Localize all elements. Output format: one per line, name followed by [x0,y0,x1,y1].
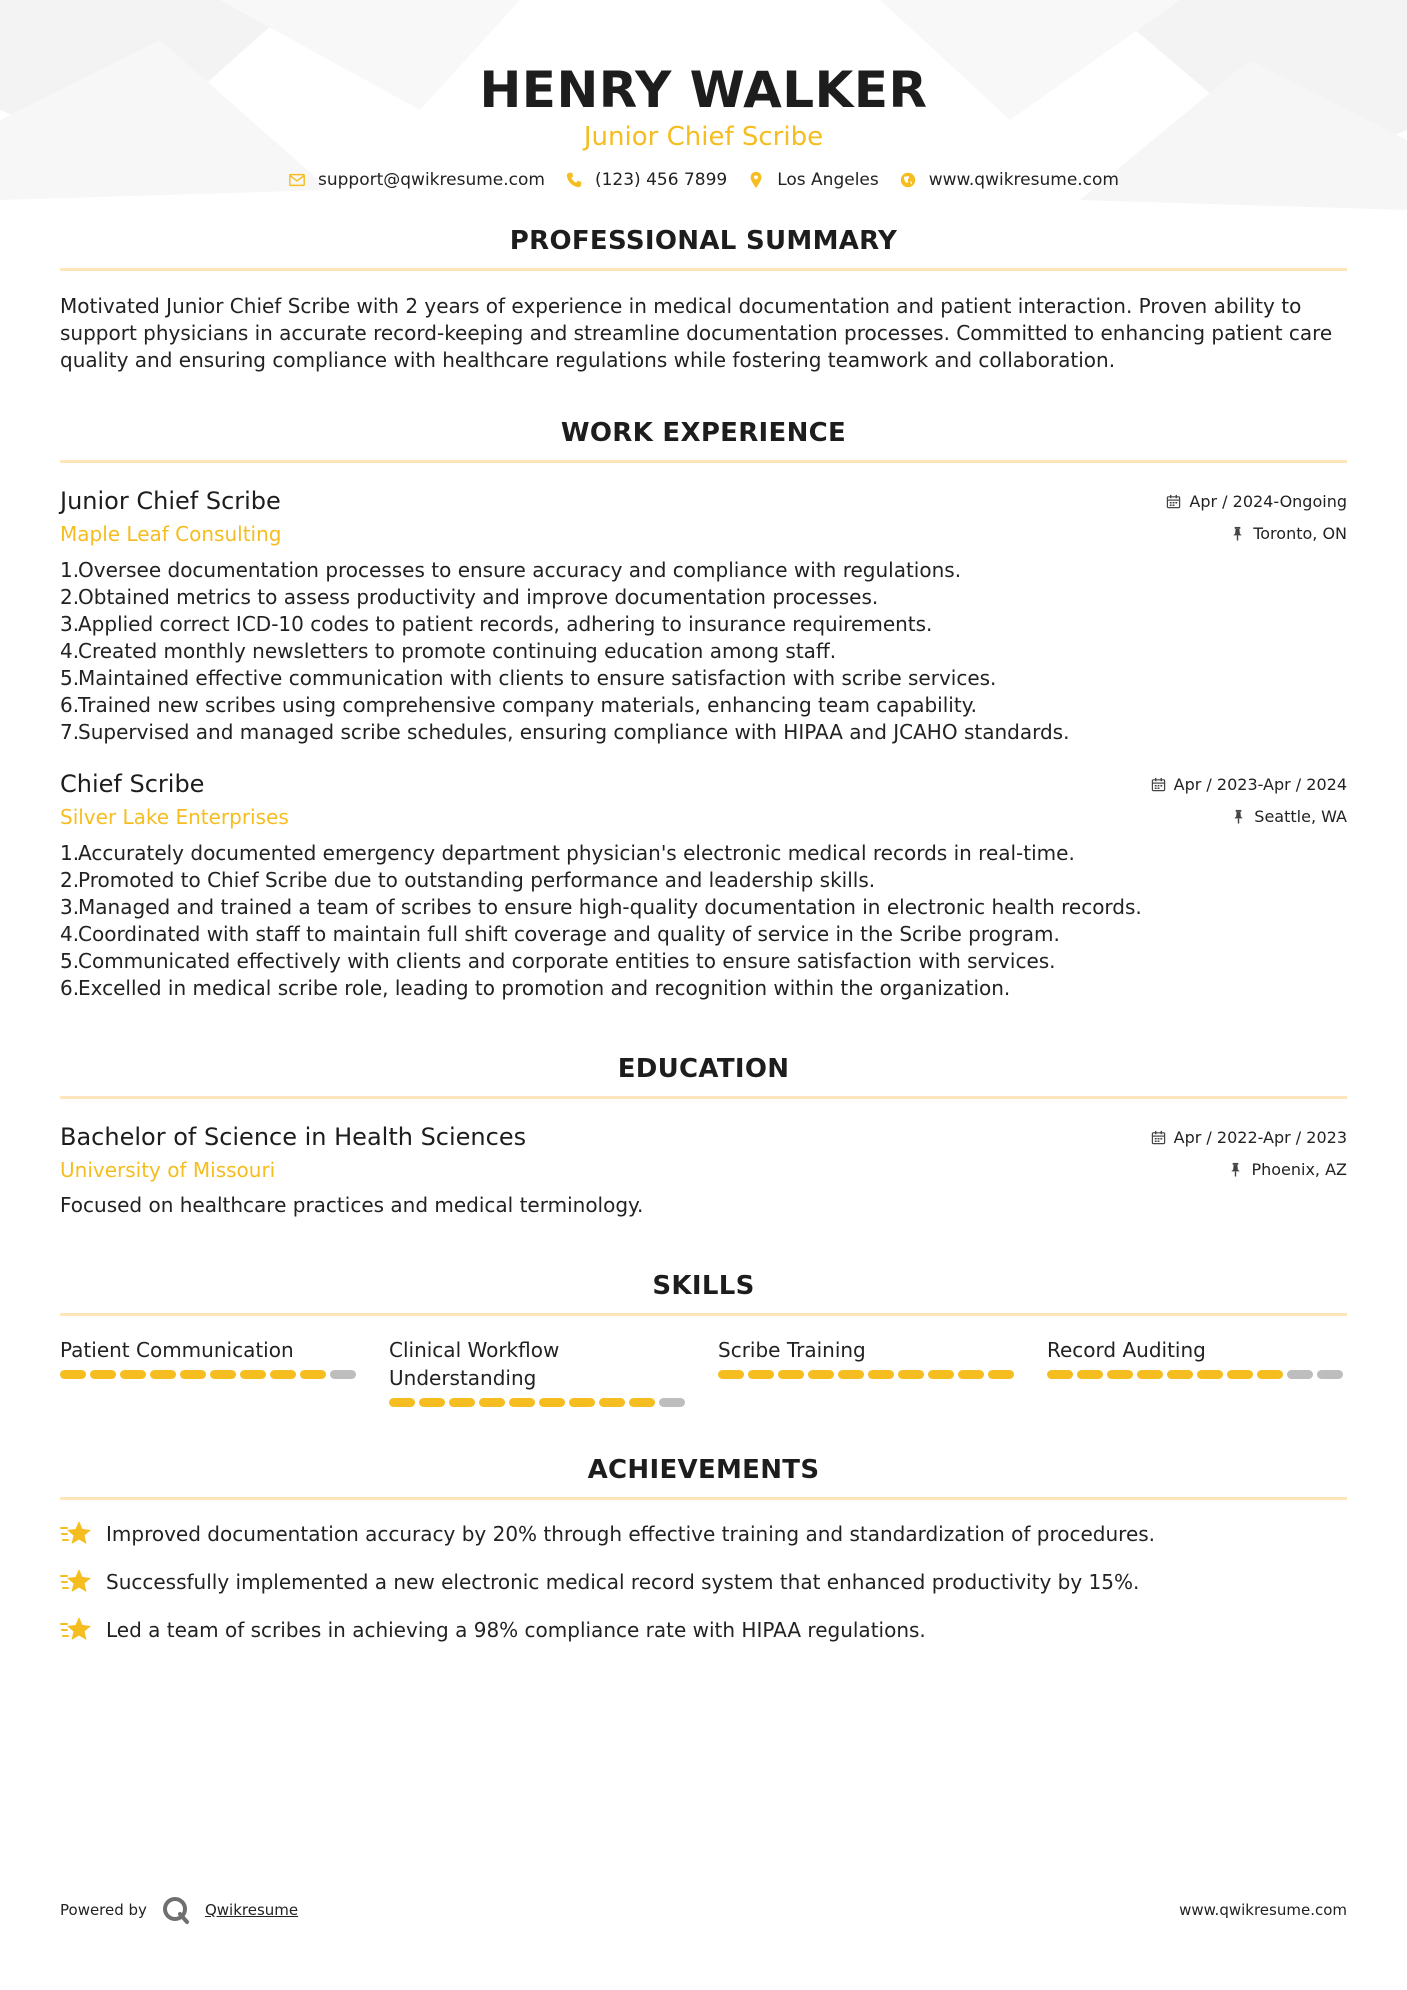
section-divider [60,268,1347,271]
skill-segment-filled [629,1398,655,1407]
achievement-text: Improved documentation accuracy by 20% through effective training and standardization of procedures. [106,1522,1156,1546]
qwikresume-logo-icon [161,1895,191,1925]
skill-segment-filled [868,1370,894,1379]
skill-segment-filled [1077,1370,1103,1379]
achievements-section [60,1455,1347,1646]
contact-email-text: support@qwikresume.com [318,170,545,190]
job-title: Junior Chief Scribe [60,487,281,515]
skill-segment-filled [180,1370,206,1379]
skills-title: SKILLS [652,1271,755,1301]
skill-level-bar [1047,1370,1347,1379]
achievement-text: Successfully implemented a new electronic medical record system that enhanced productivity by 15%. [106,1570,1140,1594]
list-number: 1. [60,841,80,865]
list-item-text: Applied correct ICD-10 codes to patient records, adhering to insurance requirements. [78,612,933,636]
summary-text: Motivated Junior Chief Scribe with 2 years of experience in medical documentation and patient interaction. Proven ability to support physicians in accurate record-keeping and streamline documentation processes. Committed to enhancing patient care quality and ensuring compliance with healthcare regulations while fostering teamwork and collaboration. [60,294,1333,372]
skill-segment-filled [748,1370,774,1379]
section-divider [60,1096,1347,1099]
skill-segment-filled [1257,1370,1283,1379]
skill-segment-filled [150,1370,176,1379]
job-entry [60,768,1347,1002]
degree-title: Bachelor of Science in Health Sciences [60,1123,527,1151]
pushpin-icon [1230,526,1245,541]
globe-icon [899,171,917,189]
job-responsibilities [60,557,1347,746]
skill-segment-filled [210,1370,236,1379]
skill-segment-filled [90,1370,116,1379]
list-item-text: Created monthly newsletters to promote continuing education among staff. [78,639,837,663]
contact-location-text: Los Angeles [777,170,879,190]
skill-segment-filled [539,1398,565,1407]
skills-section [60,1271,1347,1407]
calendar-icon [1151,777,1166,792]
skill-segment-filled [838,1370,864,1379]
skills-grid [60,1336,1347,1407]
skill-segment-filled [778,1370,804,1379]
calendar-icon [1166,494,1181,509]
list-item [60,840,1347,867]
job-entry [60,485,1347,746]
skill-segment-filled [60,1370,86,1379]
skill-segment-filled [928,1370,954,1379]
list-number: 3. [60,612,80,636]
footer-website[interactable]: www.qwikresume.com [1179,1901,1347,1919]
contact-location [747,170,879,190]
skill-segment-filled [958,1370,984,1379]
calendar-icon [1151,1130,1166,1145]
list-item-text: Promoted to Chief Scribe due to outstanding performance and leadership skills. [78,868,876,892]
skill-segment-filled [599,1398,625,1407]
pushpin-icon [1231,809,1246,824]
education-section [60,1054,1347,1219]
list-item-text: Managed and trained a team of scribes to ensure high-quality documentation in electronic health records. [78,895,1142,919]
skill-segment-filled [389,1398,415,1407]
contact-bar [60,170,1347,190]
list-item [60,921,1347,948]
skill-item [1047,1336,1347,1407]
skill-segment-filled [120,1370,146,1379]
skill-item [389,1336,689,1407]
candidate-name: HENRY WALKER [479,61,928,119]
envelope-icon [288,171,306,189]
star-icon [60,1566,92,1598]
powered-by-label: Powered by [60,1901,147,1919]
list-item-text: Trained new scribes using comprehensive company materials, enhancing team capability. [78,693,978,717]
list-item [60,948,1347,975]
job-responsibilities [60,840,1347,1002]
section-divider [60,1497,1347,1500]
skill-segment-filled [240,1370,266,1379]
list-item [60,611,1347,638]
list-item [60,638,1347,665]
list-item [60,584,1347,611]
summary-title: PROFESSIONAL SUMMARY [509,226,898,256]
achievement-item [60,1518,1347,1550]
contact-phone-text: (123) 456 7899 [594,170,728,190]
skill-segment-empty [1317,1370,1343,1379]
page-footer [60,1895,1347,1925]
skill-segment-filled [1167,1370,1193,1379]
phone-icon [565,171,583,189]
list-item-text: Maintained effective communication with clients to ensure satisfaction with scribe services. [78,666,997,690]
skill-segment-filled [300,1370,326,1379]
skill-segment-filled [479,1398,505,1407]
contact-website-text: www.qwikresume.com [928,170,1119,190]
skill-name: Patient Communication [60,1338,294,1362]
list-number: 5. [60,949,80,973]
star-icon [60,1614,92,1646]
skill-segment-filled [808,1370,834,1379]
list-number: 1. [60,558,80,582]
job-dates: Apr / 2024-Ongoing [1189,491,1347,511]
list-item-text: Coordinated with staff to maintain full shift coverage and quality of service in the Scribe program. [78,922,1060,946]
skill-level-bar [60,1370,360,1379]
education-description: Focused on healthcare practices and medical terminology. [60,1193,644,1217]
candidate-role: Junior Chief Scribe [583,122,824,152]
list-item-text: Supervised and managed scribe schedules, ensuring compliance with HIPAA and JCAHO standards. [78,720,1070,744]
section-divider [60,1313,1347,1316]
skill-segment-filled [569,1398,595,1407]
powered-by [60,1895,298,1925]
list-item [60,867,1347,894]
list-item [60,975,1347,1002]
job-location: Seattle, WA [1254,806,1347,826]
skill-name: Record Auditing [1047,1338,1206,1362]
skill-segment-filled [449,1398,475,1407]
summary-section [60,226,1347,374]
education-entry [60,1121,1347,1219]
list-number: 7. [60,720,80,744]
list-number: 6. [60,976,80,1000]
job-title: Chief Scribe [60,770,205,798]
education-dates: Apr / 2022-Apr / 2023 [1173,1127,1347,1147]
achievement-text: Led a team of scribes in achieving a 98% compliance rate with HIPAA regulations. [106,1618,926,1642]
contact-website[interactable] [899,170,1119,190]
job-company: Maple Leaf Consulting [60,522,282,546]
skill-segment-filled [1107,1370,1133,1379]
list-number: 4. [60,639,80,663]
skill-segment-empty [659,1398,685,1407]
list-item-text: Communicated effectively with clients and corporate entities to ensure satisfaction with services. [78,949,1056,973]
skill-level-bar [718,1370,1018,1379]
skill-segment-filled [1197,1370,1223,1379]
skill-segment-filled [718,1370,744,1379]
list-item [60,894,1347,921]
list-number: 5. [60,666,80,690]
skill-item [718,1336,1018,1407]
list-item-text: Excelled in medical scribe role, leading to promotion and recognition within the organization. [78,976,1011,1000]
achievements-list [60,1518,1347,1646]
skill-segment-filled [509,1398,535,1407]
pushpin-icon [1228,1162,1243,1177]
school-name: University of Missouri [60,1158,276,1182]
contact-phone[interactable] [565,170,727,190]
job-dates: Apr / 2023-Apr / 2024 [1173,774,1347,794]
star-icon [60,1518,92,1550]
section-divider [60,460,1347,463]
achievements-title: ACHIEVEMENTS [587,1455,820,1485]
work-experience-title: WORK EXPERIENCE [560,418,847,448]
list-number: 3. [60,895,80,919]
skill-segment-filled [1227,1370,1253,1379]
list-number: 2. [60,868,80,892]
list-number: 6. [60,693,80,717]
list-item [60,692,1347,719]
skill-level-bar [389,1398,689,1407]
achievement-item [60,1566,1347,1598]
skill-item [60,1336,360,1407]
achievement-item [60,1614,1347,1646]
skill-name: Clinical Workflow Understanding [389,1338,560,1390]
list-item [60,719,1347,746]
list-item [60,557,1347,584]
skill-segment-filled [419,1398,445,1407]
work-experience-section [60,418,1347,1002]
map-pin-icon [747,171,765,189]
list-number: 4. [60,922,80,946]
resume-header [60,0,1347,190]
skill-name: Scribe Training [718,1338,866,1362]
contact-email[interactable] [288,170,545,190]
skill-segment-filled [898,1370,924,1379]
job-location: Toronto, ON [1253,523,1347,543]
brand-link[interactable]: Qwikresume [204,1901,299,1919]
list-number: 2. [60,585,80,609]
education-location: Phoenix, AZ [1251,1159,1347,1179]
education-title: EDUCATION [617,1054,790,1084]
skill-segment-filled [988,1370,1014,1379]
list-item-text: Oversee documentation processes to ensure accuracy and compliance with regulations. [78,558,962,582]
list-item-text: Accurately documented emergency department physician's electronic medical records in real-time. [78,841,1075,865]
skill-segment-filled [1137,1370,1163,1379]
list-item-text: Obtained metrics to assess productivity and improve documentation processes. [78,585,879,609]
skill-segment-empty [1287,1370,1313,1379]
skill-segment-empty [330,1370,356,1379]
skill-segment-filled [1047,1370,1073,1379]
job-company: Silver Lake Enterprises [60,805,289,829]
list-item [60,665,1347,692]
skill-segment-filled [270,1370,296,1379]
